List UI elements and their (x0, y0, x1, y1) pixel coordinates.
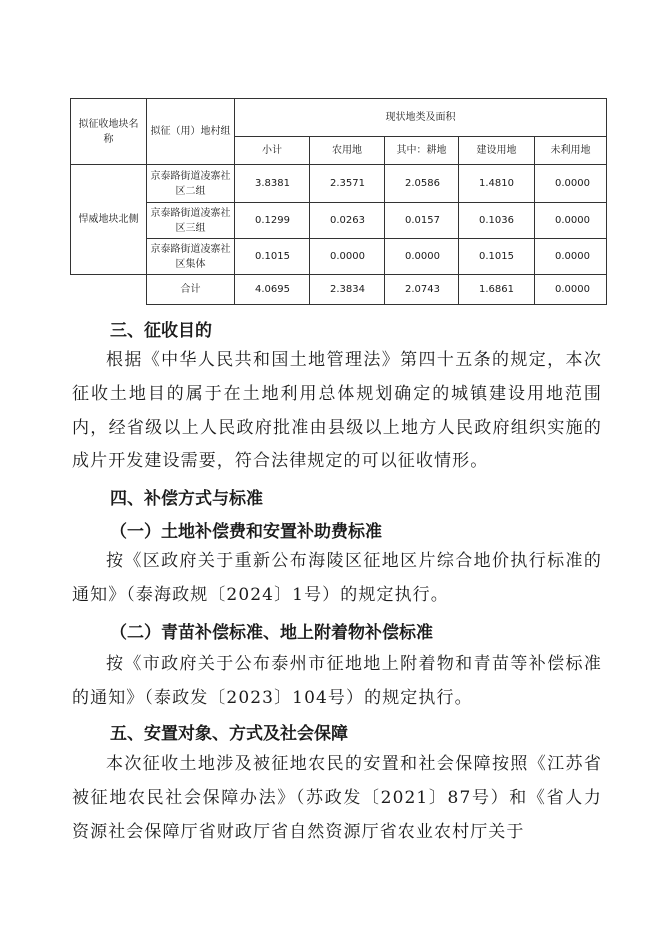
village-cell: 京泰路街道凌寨社区二组 (147, 165, 235, 203)
value-cell: 1.4810 (459, 165, 535, 203)
total-value: 2.0743 (385, 275, 459, 305)
section-3-heading: 三、征收目的 (110, 321, 212, 341)
total-value: 2.3834 (310, 275, 385, 305)
header-subtotal: 小计 (235, 137, 310, 165)
total-label: 合计 (147, 275, 235, 305)
block-name-cell: 悍威地块北侧 (71, 165, 147, 275)
value-cell: 3.8381 (235, 165, 310, 203)
table-row (71, 165, 607, 203)
value-cell: 0.0000 (535, 203, 607, 239)
value-cell: 2.3571 (310, 165, 385, 203)
header-village: 拟征（用）地村组 (147, 99, 235, 165)
value-cell: 0.0263 (310, 203, 385, 239)
village-cell: 京泰路街道凌寨社区三组 (147, 203, 235, 239)
table-row (71, 203, 607, 239)
empty-cell (71, 275, 147, 305)
section-5-body: 本次征收土地涉及被征地农民的安置和社会保障按照《江苏省被征地农民社会保障办法》（苏政发〔2021〕87号）和《省人力资源社会保障厅省财政厅省自然资源厅省农业农村厅关于 (72, 754, 602, 842)
total-value: 1.6861 (459, 275, 535, 305)
header-construction: 建设用地 (459, 137, 535, 165)
header-cultivated: 其中：耕地 (385, 137, 459, 165)
header-agricultural: 农用地 (310, 137, 385, 165)
value-cell: 0.0000 (535, 239, 607, 275)
value-cell: 0.0000 (385, 239, 459, 275)
table-header-row (71, 99, 607, 137)
land-area-table (70, 98, 607, 305)
value-cell: 0.0000 (535, 165, 607, 203)
table-total-row (71, 275, 607, 305)
total-value: 0.0000 (535, 275, 607, 305)
header-unused: 未利用地 (535, 137, 607, 165)
value-cell: 2.0586 (385, 165, 459, 203)
section-4-1-heading: （一）土地补偿费和安置补助费标准 (110, 522, 382, 542)
value-cell: 0.1299 (235, 203, 310, 239)
table-row (71, 239, 607, 275)
value-cell: 0.1015 (235, 239, 310, 275)
value-cell: 0.1015 (459, 239, 535, 275)
header-parcel: 拟征收地块名称 (71, 99, 147, 165)
value-cell: 0.0157 (385, 203, 459, 239)
header-land-type-group: 现状地类及面积 (235, 99, 607, 137)
section-5-heading: 五、安置对象、方式及社会保障 (110, 724, 348, 744)
section-4-heading: 四、补偿方式与标准 (110, 489, 263, 509)
section-4-2-heading: （二）青苗补偿标准、地上附着物补偿标准 (110, 623, 433, 643)
value-cell: 0.1036 (459, 203, 535, 239)
section-3-body: 根据《中华人民共和国土地管理法》第四十五条的规定，本次征收土地目的属于在土地利用总体规划确定的城镇建设用地范围内，经省级以上人民政府批准由县级以上地方人民政府组织实施的成片开发建设需要，符合法律规定的可以征收情形。 (72, 350, 602, 472)
section-4-2-body: 按《市政府关于公布泰州市征地地上附着物和青苗等补偿标准的通知》（泰政发〔2023〕104号）的规定执行。 (72, 654, 602, 708)
village-cell: 京泰路街道凌寨社区集体 (147, 239, 235, 275)
section-4-1-body: 按《区政府关于重新公布海陵区征地区片综合地价执行标准的通知》（泰海政规〔2024〕1号）的规定执行。 (72, 551, 602, 605)
value-cell: 0.0000 (310, 239, 385, 275)
total-value: 4.0695 (235, 275, 310, 305)
